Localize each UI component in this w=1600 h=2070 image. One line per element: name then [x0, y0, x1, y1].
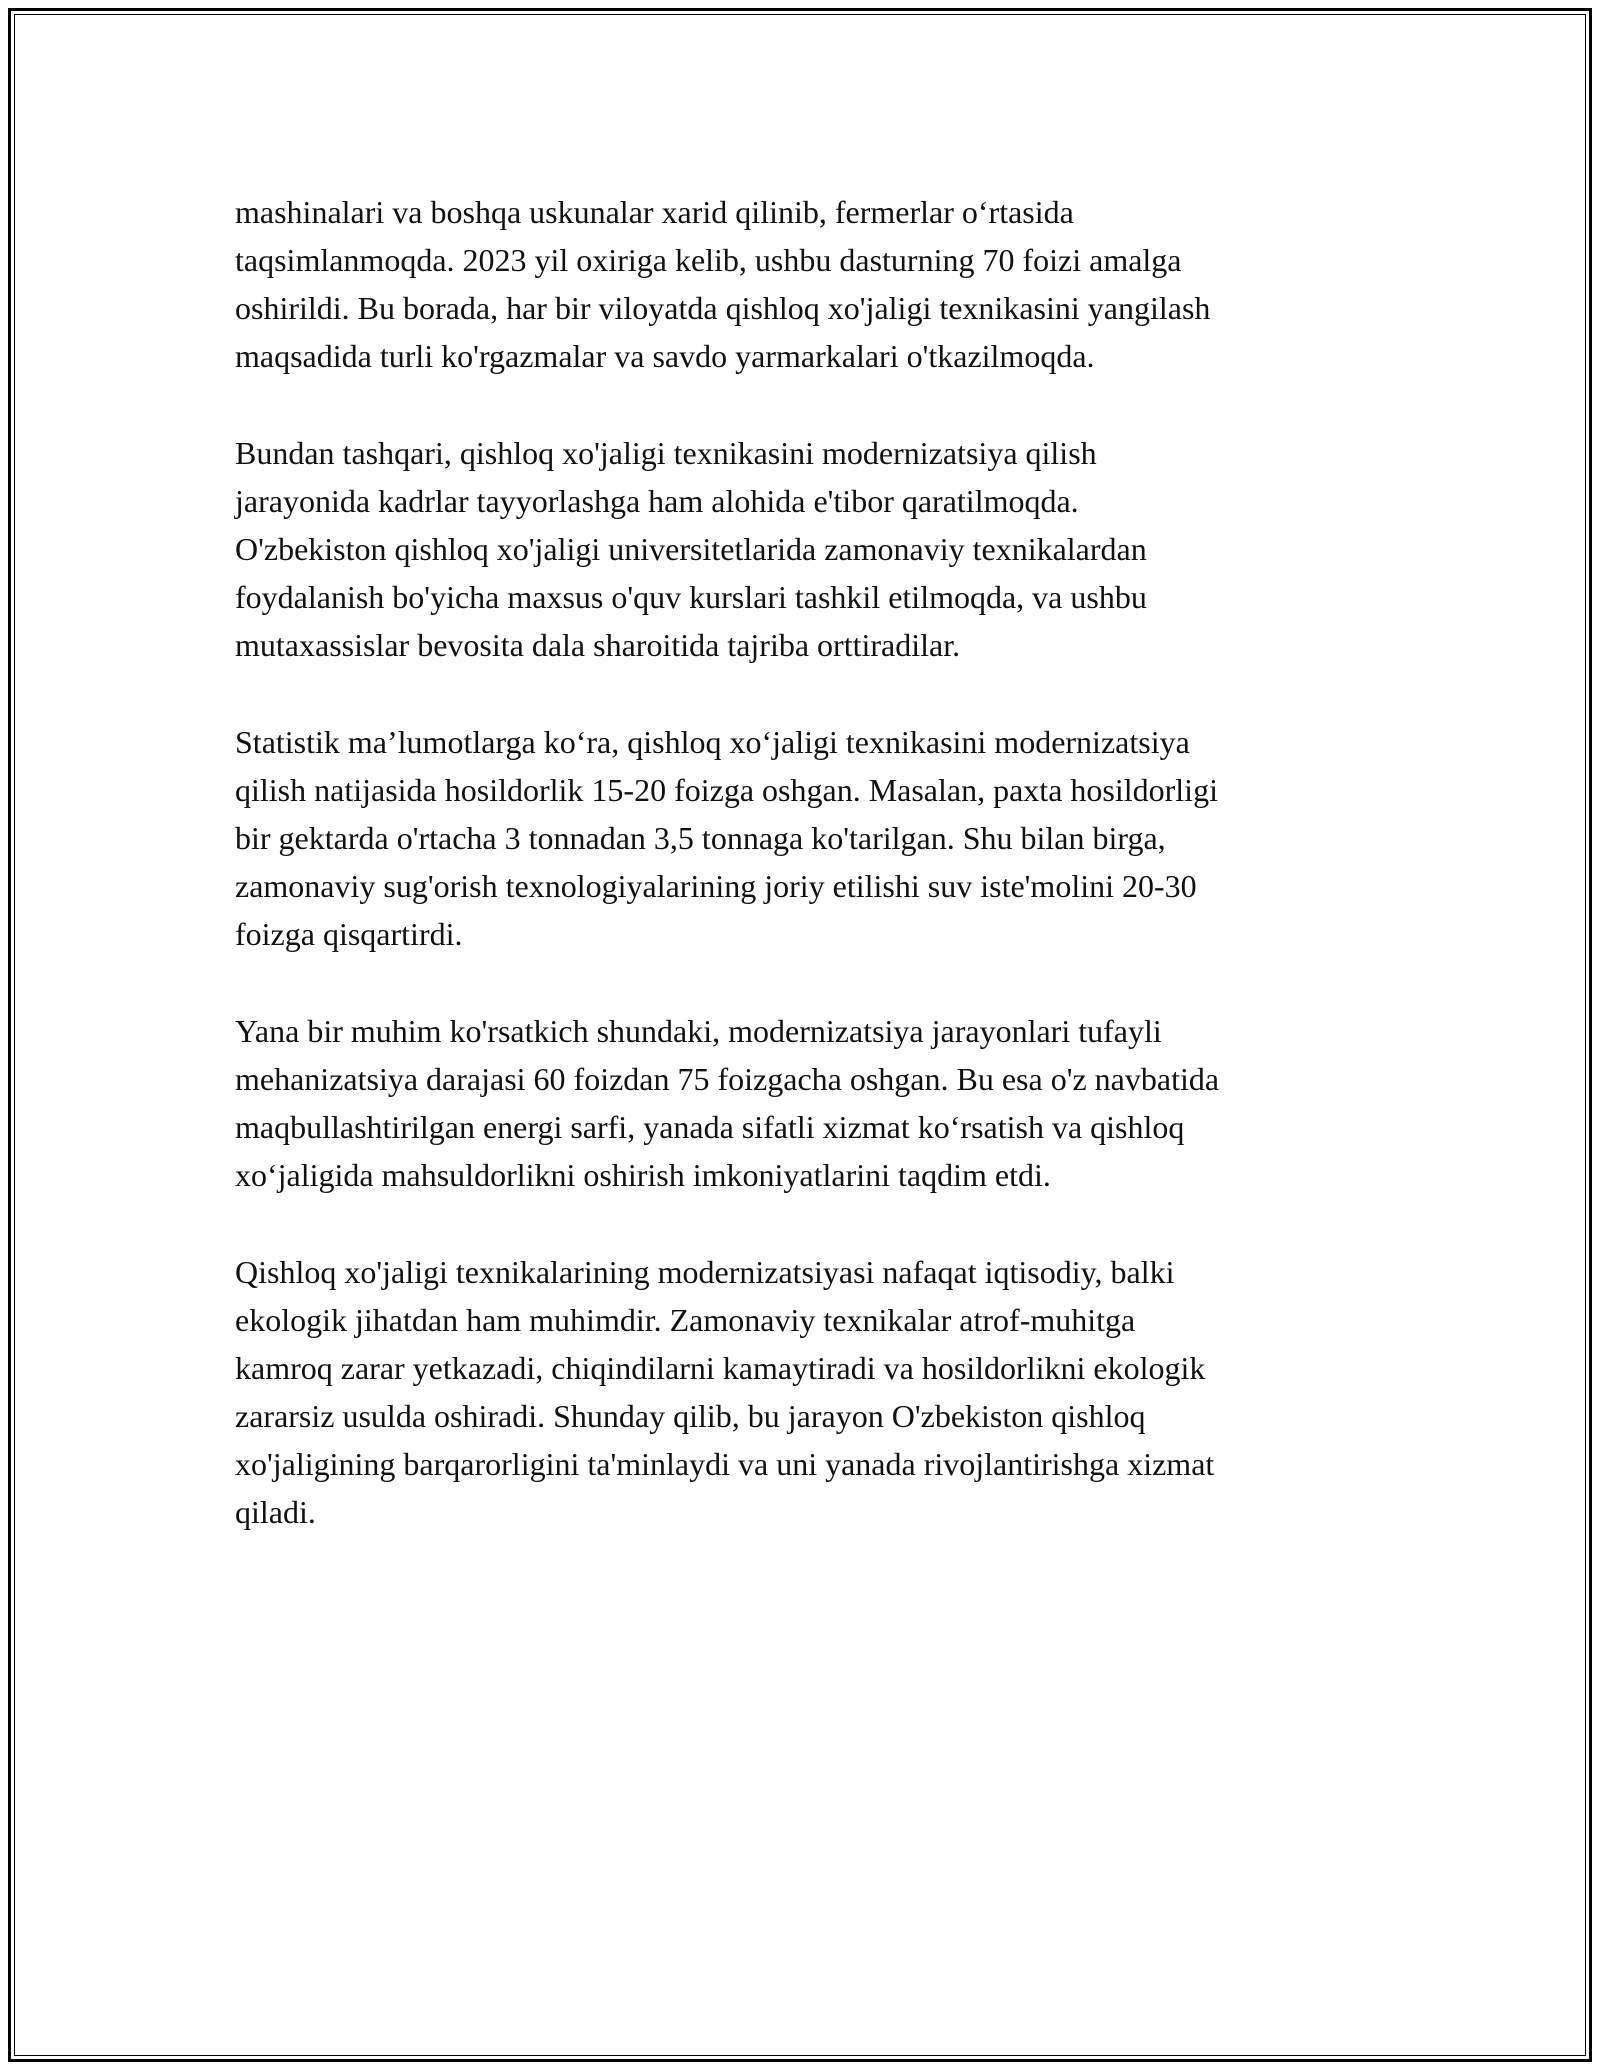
document-body [235, 188, 1375, 1585]
text-line: O'zbekiston qishloq xo'jaligi universitetlarida zamonaviy texnikalardan [235, 531, 1147, 567]
text-line: foydalanish bo'yicha maxsus o'quv kurslari tashkil etilmoqda, va ushbu [235, 579, 1147, 615]
text-line: bir gektarda o'rtacha 3 tonnadan 3,5 tonnaga ko'tarilgan. Shu bilan birga, [235, 820, 1166, 856]
text-line: Bundan tashqari, qishloq xo'jaligi texnikasini modernizatsiya qilish [235, 435, 1097, 471]
text-line: maqbullashtirilgan energi sarfi, yanada sifatli xizmat ko‘rsatish va qishloq [235, 1109, 1185, 1145]
text-line: Qishloq xo'jaligi texnikalarining modernizatsiyasi nafaqat iqtisodiy, balki [235, 1254, 1175, 1290]
paragraph-3 [235, 718, 1375, 958]
text-line: zamonaviy sug'orish texnologiyalarining joriy etilishi suv iste'molini 20-30 [235, 868, 1197, 904]
text-line: mashinalari va boshqa uskunalar xarid qilinib, fermerlar o‘rtasida [235, 194, 1074, 230]
text-line: qiladi. [235, 1494, 316, 1530]
text-line: xo'jaligining barqarorligini ta'minlaydi va uni yanada rivojlantirishga xizmat [235, 1446, 1215, 1482]
text-line: kamroq zarar yetkazadi, chiqindilarni kamaytiradi va hosildorlikni ekologik [235, 1350, 1206, 1386]
text-line: oshirildi. Bu borada, har bir viloyatda qishloq xo'jaligi texnikasini yangilash [235, 290, 1211, 326]
text-line: mehanizatsiya darajasi 60 foizdan 75 foizgacha oshgan. Bu esa o'z navbatida [235, 1061, 1220, 1097]
paragraph-1 [235, 188, 1375, 380]
text-line: zararsiz usulda oshiradi. Shunday qilib, bu jarayon O'zbekiston qishloq [235, 1398, 1146, 1434]
text-line: jarayonida kadrlar tayyorlashga ham alohida e'tibor qaratilmoqda. [235, 483, 1079, 519]
paragraph-5 [235, 1248, 1375, 1536]
paragraph-4 [235, 1007, 1375, 1199]
text-line: taqsimlanmoqda. 2023 yil oxiriga kelib, ushbu dasturning 70 foizi amalga [235, 242, 1182, 278]
text-line: xo‘jaligida mahsuldorlikni oshirish imkoniyatlarini taqdim etdi. [235, 1157, 1051, 1193]
text-line: foizga qisqartirdi. [235, 916, 463, 952]
text-line: mutaxassislar bevosita dala sharoitida tajriba orttiradilar. [235, 627, 961, 663]
text-line: maqsadida turli ko'rgazmalar va savdo yarmarkalari o'tkazilmoqda. [235, 338, 1095, 374]
text-line: ekologik jihatdan ham muhimdir. Zamonaviy texnikalar atrof-muhitga [235, 1302, 1136, 1338]
text-line: Yana bir muhim ko'rsatkich shundaki, modernizatsiya jarayonlari tufayli [235, 1013, 1162, 1049]
text-line: Statistik ma’lumotlarga ko‘ra, qishloq xo‘jaligi texnikasini modernizatsiya [235, 724, 1190, 760]
text-line: qilish natijasida hosildorlik 15-20 foizga oshgan. Masalan, paxta hosildorligi [235, 772, 1218, 808]
paragraph-2 [235, 429, 1375, 669]
